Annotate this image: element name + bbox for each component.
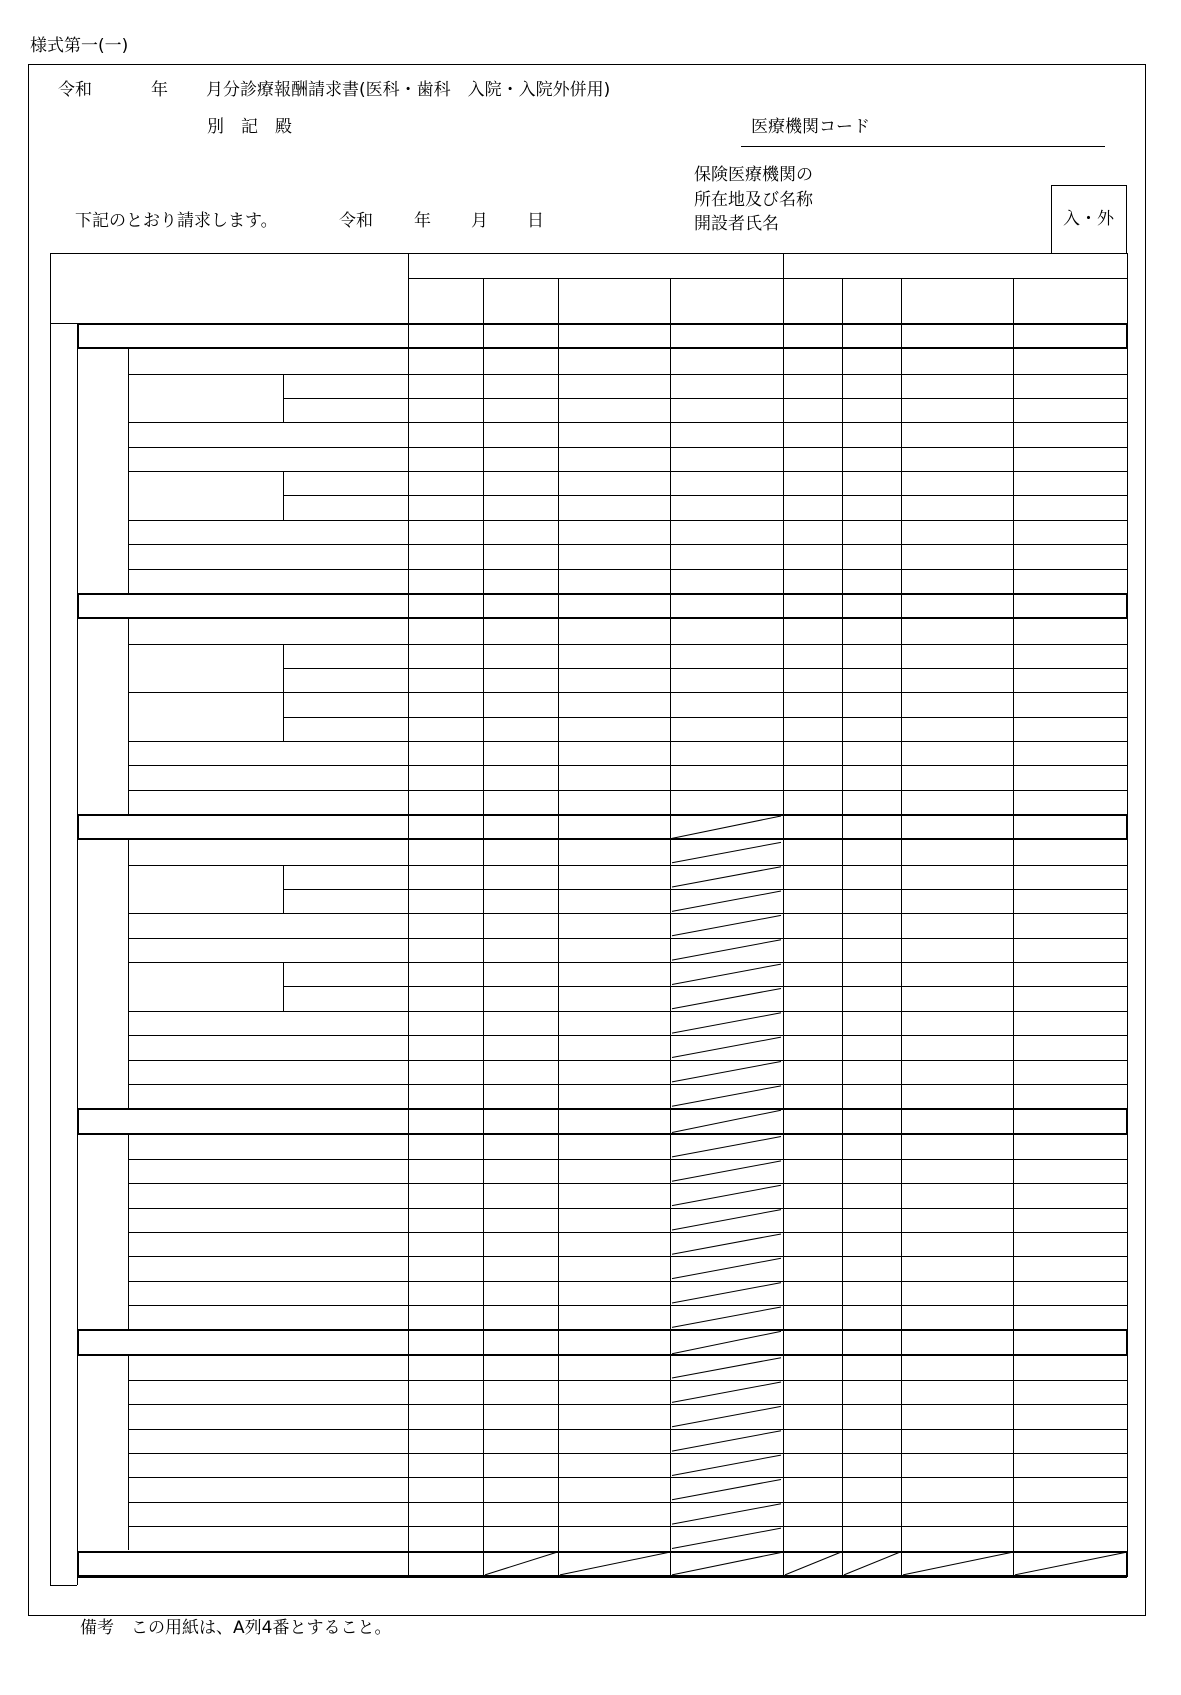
diagonal-slash	[672, 1013, 781, 1033]
date-month: 月	[471, 211, 488, 231]
diagonal-slash	[672, 816, 781, 838]
diagonal-slash	[785, 1553, 840, 1575]
year-label: 年	[151, 80, 168, 100]
diagonal-slash	[672, 915, 781, 935]
form-id: 様式第一(一)	[30, 36, 129, 56]
institution-line-1: 保険医療機関の	[694, 165, 813, 185]
diagonal-slash	[672, 1110, 781, 1132]
diagonal-slash	[672, 1137, 781, 1157]
diagonal-slash	[672, 1283, 781, 1303]
diagonal-slash	[672, 1258, 781, 1278]
diagonal-slash	[672, 1161, 781, 1181]
diagonal-slash	[903, 1553, 1011, 1575]
diagonal-slash	[672, 1062, 781, 1082]
institution-line-2: 所在地及び名称	[694, 190, 813, 210]
diagonal-slash	[672, 1431, 781, 1451]
diagonal-slash	[672, 1234, 781, 1254]
diagonal-slash	[672, 1185, 781, 1205]
institution-code-label: 医療機関コード	[751, 117, 870, 137]
diagonal-slash	[672, 1528, 781, 1548]
in-out-label: 入・外	[1063, 209, 1114, 229]
diagonal-slash	[672, 1406, 781, 1426]
diagonal-slash	[672, 1553, 781, 1575]
diagonal-slash	[844, 1553, 899, 1575]
diagonal-slash	[560, 1553, 668, 1575]
diagonal-slash	[672, 1479, 781, 1499]
diagonal-slash	[672, 940, 781, 960]
diagonal-slash	[672, 964, 781, 984]
diagonal-slash	[672, 1358, 781, 1378]
diagonal-slash	[672, 842, 781, 862]
diagonal-slash	[672, 867, 781, 887]
request-text: 下記のとおり請求します。	[75, 211, 278, 231]
diagonal-slash	[672, 1504, 781, 1524]
diagonal-slash	[672, 1331, 781, 1353]
diagonal-slash	[672, 988, 781, 1008]
diagonal-slash	[1015, 1553, 1125, 1575]
diagonal-slash	[672, 891, 781, 911]
diagonal-slash	[672, 1037, 781, 1057]
date-day: 日	[527, 211, 544, 231]
diagonal-slash	[672, 1307, 781, 1327]
era-label: 令和	[58, 80, 92, 100]
institution-line-3: 開設者氏名	[694, 214, 779, 234]
diagonal-slash	[672, 1382, 781, 1402]
diagonal-slash	[672, 1455, 781, 1475]
diagonal-slash	[672, 1210, 781, 1230]
date-year: 年	[414, 211, 431, 231]
footnote: 備考 この用紙は、A列4番とすること。	[80, 1618, 392, 1638]
diagonal-slash	[672, 1086, 781, 1106]
date-era: 令和	[339, 211, 373, 231]
diagonal-slash	[485, 1553, 556, 1575]
form-title: 月分診療報酬請求書(医科・歯科 入院・入院外併用)	[206, 80, 611, 100]
recipient: 別 記 殿	[207, 117, 292, 137]
